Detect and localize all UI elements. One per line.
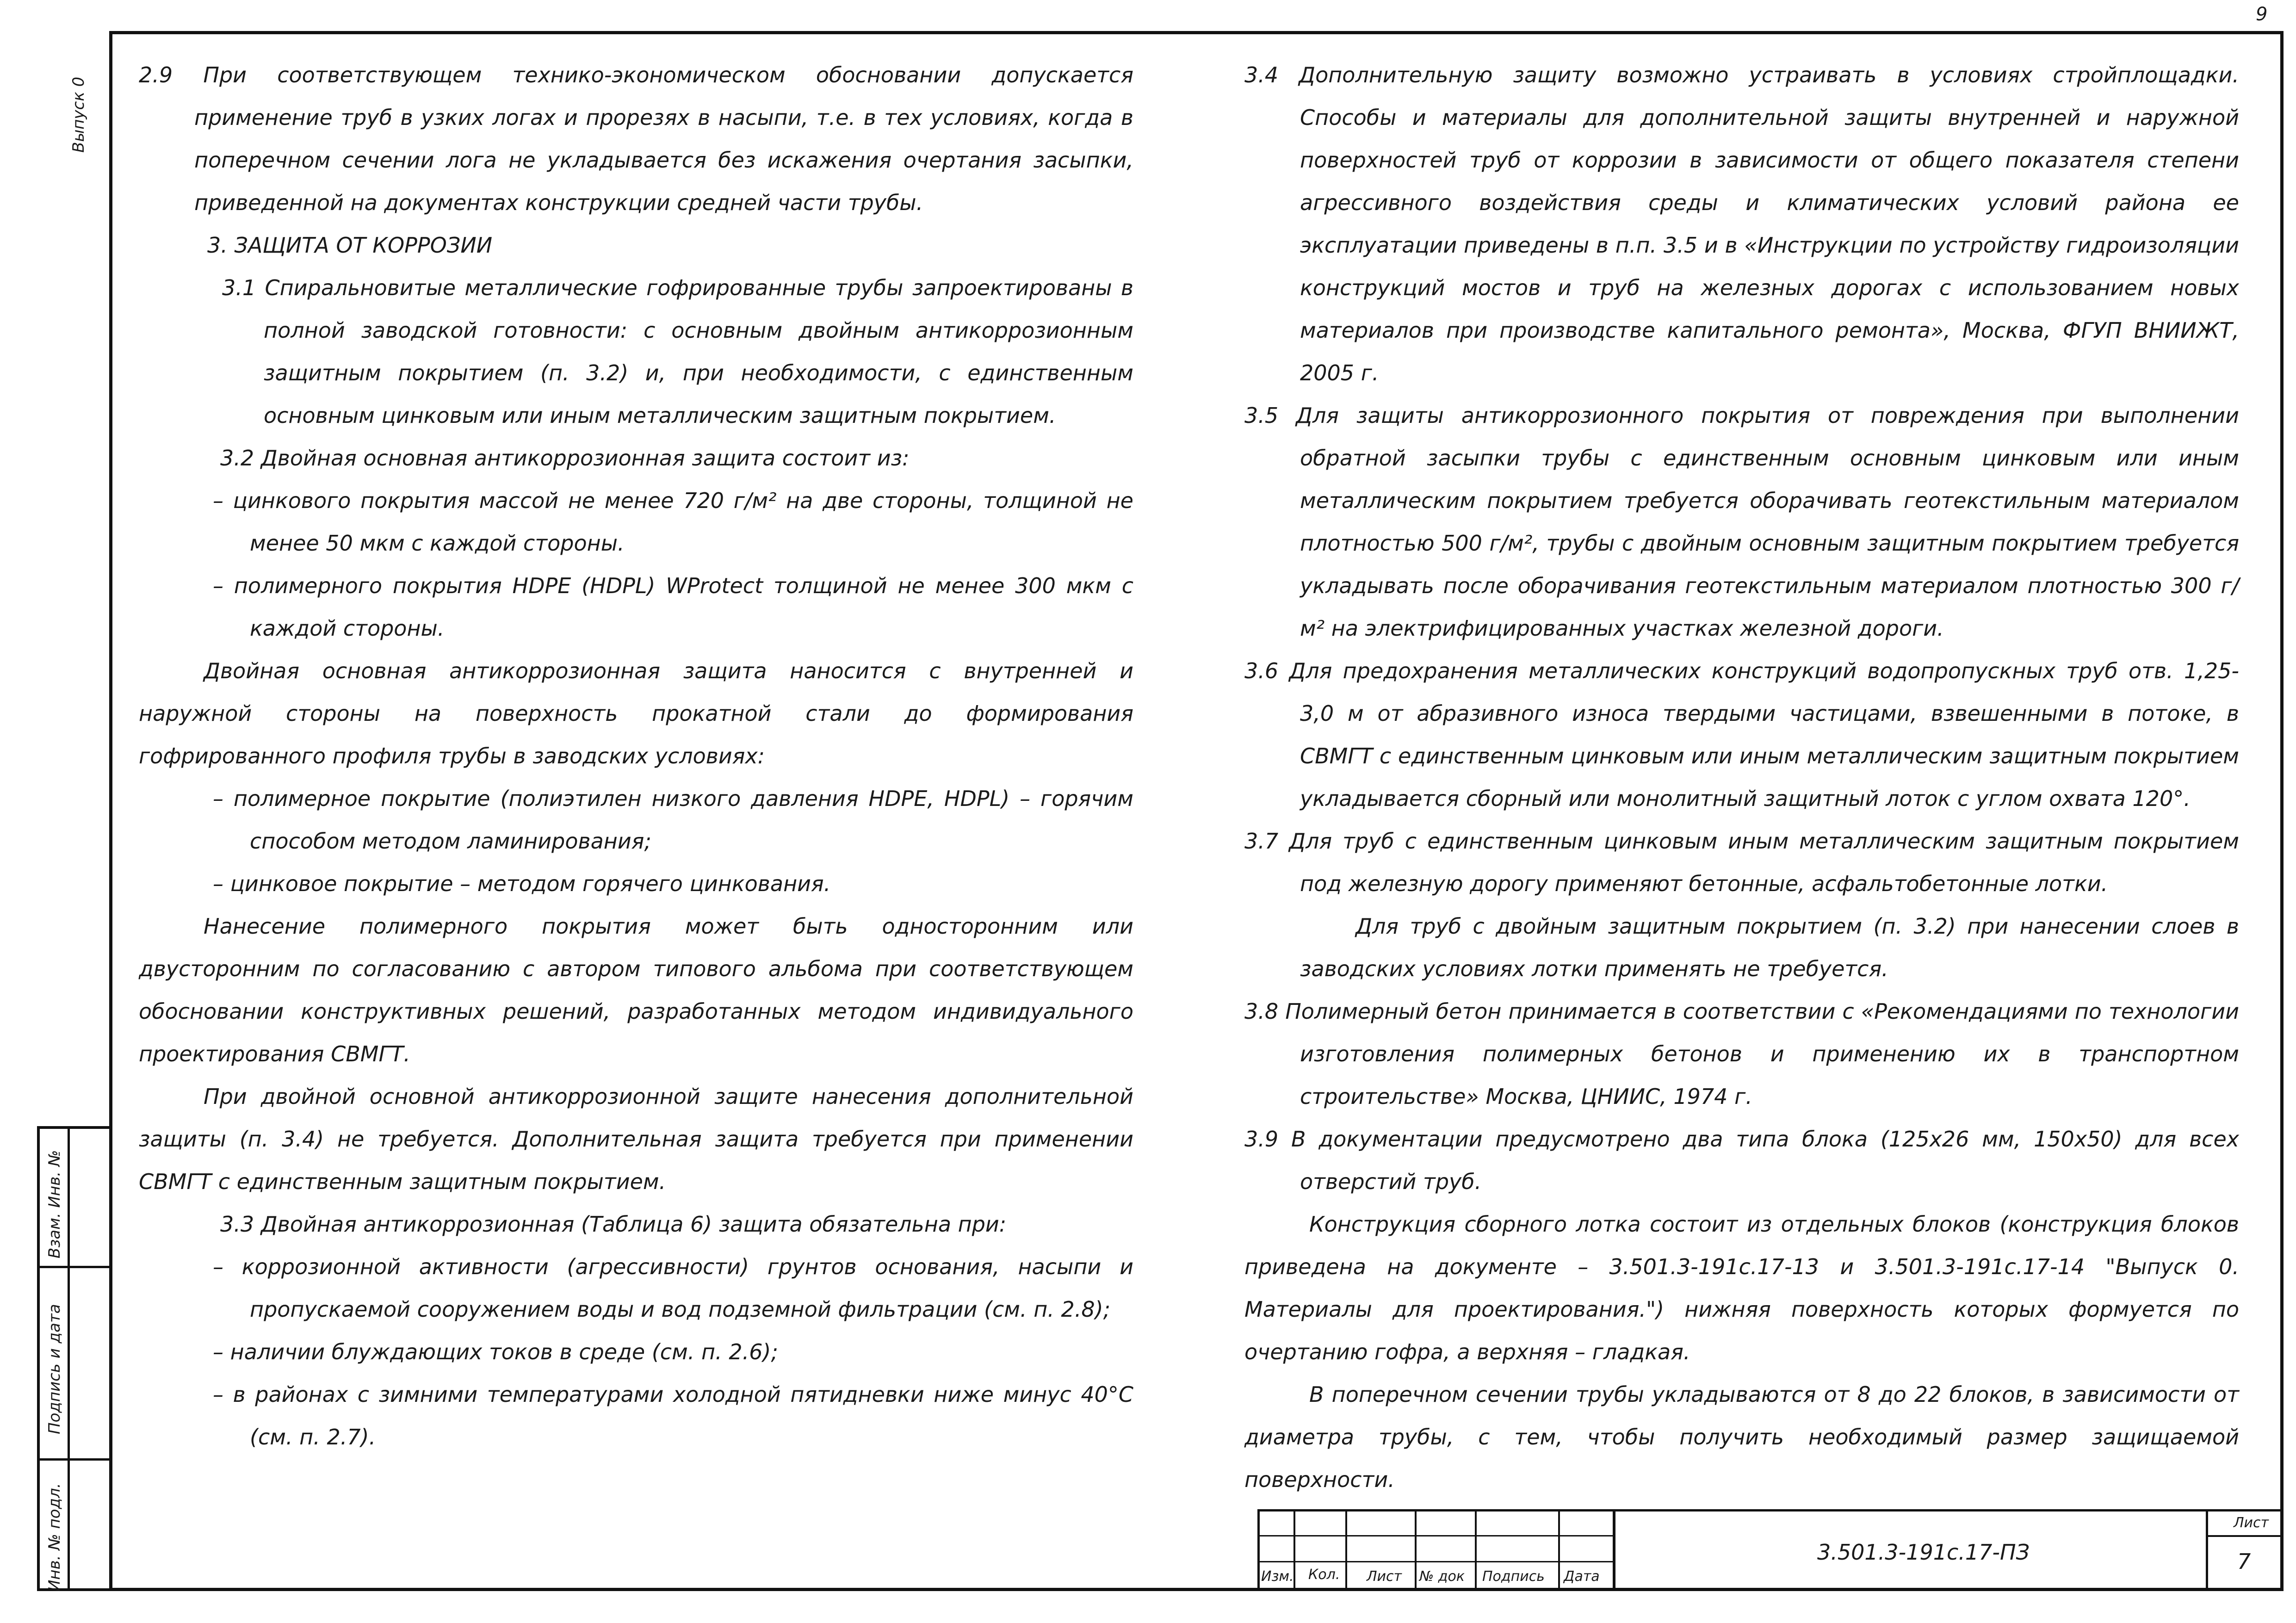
list-item: – цинковое покрытие – методом горячего цинкования. [213,871,831,896]
para-3-5: 3.5 Для защиты антикоррозионного покрытия от повреждения при выполнении обратной засыпки трубы с единственным основным цинковым или иным металлическим покрытием требуется оборачивать геотекстильным материалом плотностью 500 г/м², трубы с двойным основным защитным покрытием требуется укладывать после оборачивания геотекстильным материалом плотностью 300 г/м² на электрифицированных участках железной дороги. [1244,403,2239,641]
para-polymer: Нанесение полимерного покрытия может быть односторонним или двусторонним по согласованию с автором типового альбома при соответствующем обосновании конструктивных решений, разработанных методом индивидуального проектирования СВМГТ. [139,914,1133,1066]
inv-orig-label: Инв. № подл. [45,1483,64,1592]
list-item: – цинкового покрытия массой не менее 720 г/м² на две стороны, толщиной не менее 50 мкм с каждой стороны. [213,488,1133,556]
para-additional: При двойной основной антикоррозионной защите нанесения дополнительной защиты (п. 3.4) не требуется. Дополнительная защита требуется при применении СВМГТ с единственным защитным покрытием. [139,1084,1133,1194]
para-block-construction: Конструкция сборного лотка состоит из отдельных блоков (конструкция блоков приведена на документе – 3.501.3-191с.17-13 и 3.501.3-191с.17-14 "Выпуск 0. Материалы для проектирования.") нижняя поверхность которых формуется по очертанию гофра, а верхняя – гладкая. [1244,1212,2239,1364]
col-podpis: Подпись [1482,1568,1545,1585]
para-double-protection: Двойная основная антикоррозионная защита наносится с внутренней и наружной стороны на поверхность прокатной стали до формирования гофрированного профиля трубы в заводских условиях: [139,658,1133,768]
col-izm: Изм. [1261,1568,1294,1585]
para-3-6: 3.6 Для предохранения металлических конструкций водопропускных труб отв. 1,25-3,0 м от абразивного износа твердыми частицами, взвешенными в потоке, в СВМГТ с единственным цинковым или иным металлическим защитным покрытием укладывается сборный или монолитный защитный лоток с углом охвата 120°. [1244,658,2239,811]
issue-label: Выпуск 0 [69,76,88,153]
col-ndok: № док [1419,1568,1465,1585]
para-2-9: 2.9 При соответствующем технико-экономическом обосновании допускается применение труб в узких логах и прорезях в насыпи, т.е. в тех условиях, когда в поперечном сечении лога не укладывается без искажения очертания засыпки, приведенной на документах конструкции средней части трубы. [139,62,1133,215]
title-block [1257,1509,2280,1591]
sheet-label: Лист [2234,1515,2269,1531]
list-item: – коррозионной активности (агрессивности) грунтов основания, насыпи и пропускаемой сооружением воды и вод подземной фильтрации (см. п. 2.8); [213,1254,1133,1322]
para-cross-section: В поперечном сечении трубы укладываются от 8 до 22 блоков, в зависимости от диаметра трубы, с тем, чтобы получить необходимый размер защищаемой поверхности. [1244,1382,2239,1492]
list-item: – полимерного покрытия HDPE (HDPL) WProtect толщиной не менее 300 мкм с каждой стороны. [213,573,1133,641]
section-heading-3: 3. ЗАЩИТА ОТ КОРРОЗИИ [207,233,493,258]
list-item: – наличии блуждающих токов в среде (см. п. 2.6); [213,1339,778,1364]
para-3-3: 3.3 Двойная антикоррозионная (Таблица 6) защита обязательна при: [220,1212,1007,1237]
right-column [1244,54,2239,1501]
para-3-9: 3.9 В документации предусмотрено два типа блока (125x26 мм, 150x50) для всех отверстий труб. [1244,1127,2239,1194]
list-item: – в районах с зимними температурами холодной пятидневки ниже минус 40°C (см. п. 2.7). [213,1382,1133,1450]
para-3-7: 3.7 Для труб с единственным цинковым иным металлическим защитным покрытием под железную дорогу применяют бетонные, асфальтобетонные лотки. [1244,829,2239,896]
list-item: – полимерное покрытие (полиэтилен низкого давления HDPE, HDPL) – горячим способом методом ламинирования; [213,786,1133,854]
sheet-number: 7 [2237,1549,2251,1574]
para-3-4: 3.4 Дополнительную защиту возможно устраивать в условиях стройплощадки. Способы и материалы для дополнительной защиты внутренней и наружной поверхностей труб от коррозии в зависимости от общего показателя степени агрессивного воздействия среды и климатических условий района ее эксплуатации приведены в п.п. 3.5 и в «Инструкции по устройству гидроизоляции конструкций мостов и труб на железных дорогах с использованием новых материалов при производстве капитального ремонта», Москва, ФГУП ВНИИЖТ, 2005 г. [1244,62,2239,385]
col-data: Дата [1564,1568,1600,1585]
document-code: 3.501.3-191с.17-ПЗ [1817,1540,2030,1565]
page-number: 9 [2256,4,2268,25]
left-column [139,54,1133,1458]
sign-date-label: Подпись и дата [45,1304,64,1434]
para-3-8: 3.8 Полимерный бетон принимается в соответствии с «Рекомендациями по технологии изготовления полимерных бетонов и применению их в транспортном строительстве» Москва, ЦНИИС, 1974 г. [1244,999,2239,1109]
para-3-2: 3.2 Двойная основная антикоррозионная защита состоит из: [220,446,910,471]
para-3-1: 3.1 Спиральновитые металлические гофрированные трубы запроектированы в полной заводской готовности: с основным двойным антикоррозионным защитным покрытием (п. 3.2) и, при необходимости, с единственным основным цинковым или иным металлическим защитным покрытием. [222,275,1133,428]
col-list: Лист [1367,1568,1402,1585]
col-kol: Кол. [1308,1567,1340,1583]
para-3-7-cont: Для труб с двойным защитным покрытием (п. 3.2) при нанесении слоев в заводских условиях лотки применять не требуется. [1300,914,2239,981]
replace-inv-label: Взам. Инв. № [45,1150,64,1258]
